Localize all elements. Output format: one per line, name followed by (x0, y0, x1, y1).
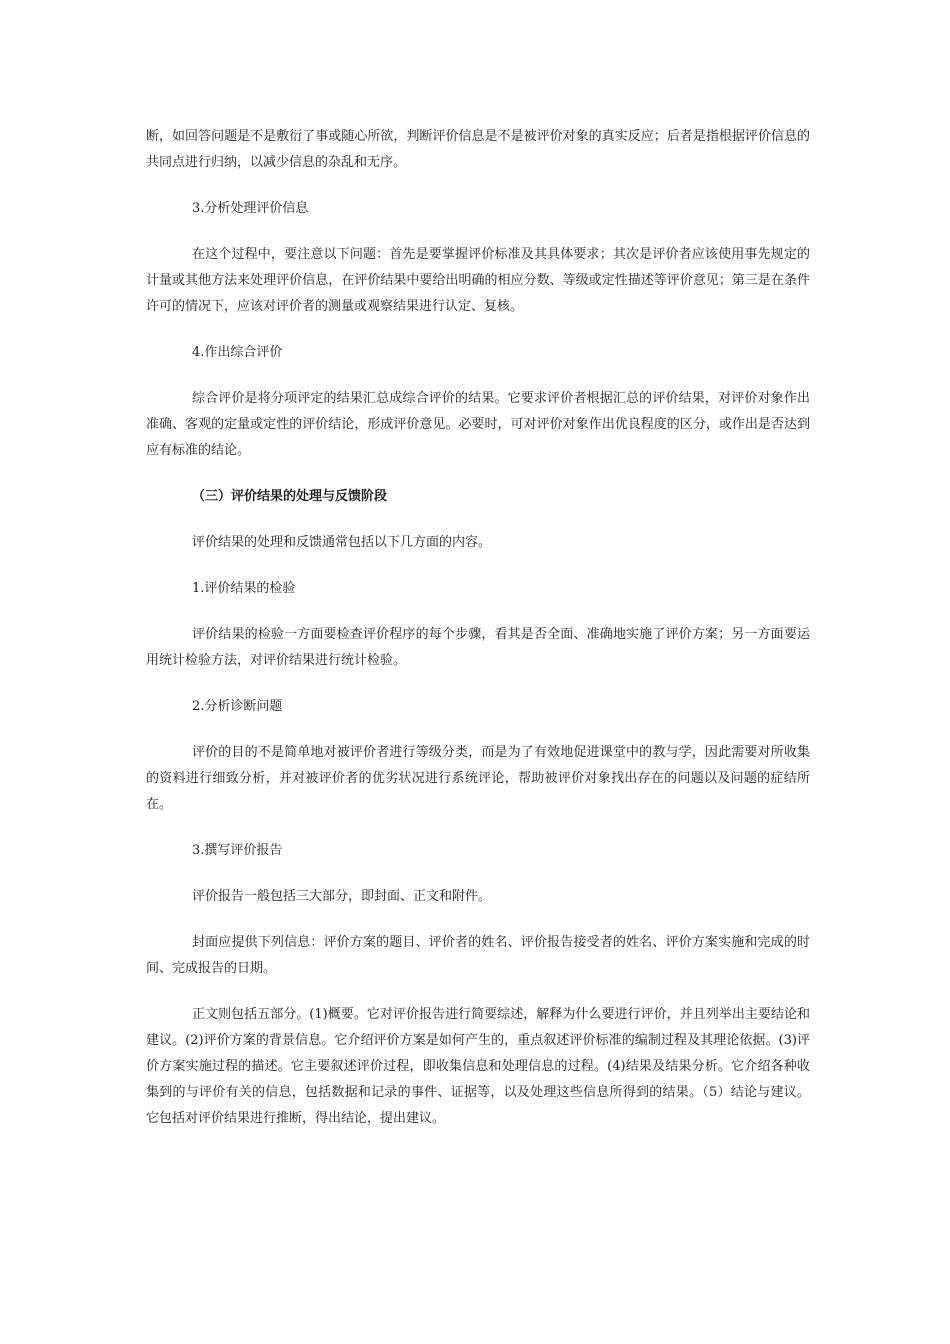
paragraph-report-body: 正文则包括五部分。(1)概要。它对评价报告进行简要综述，解释为什么要进行评价，并且列举出主要结论和建议。(2)评价方案的背景信息。它介绍评价方案是如何产生的，重点叙述评价标准的编制过程及其理论依据。(3)评价方案实施过程的描述。它主要叙述评价过程，即收集信息和处理信息的过程。(4)结果及结果分析。它介绍各种收集到的与评价有关的信息，包括数据和记录的事件、证据等，以及处理这些信息所得到的结果。（5）结论与建议。它包括对评价结果进行推断，得出结论，提出建议。 (146, 1007, 810, 1126)
paragraph-result-check: 评价结果的检验一方面要检查评价程序的每个步骤，看其是否全面、准确地实施了评价方案；另一方面要运用统计检验方法，对评价结果进行统计检验。 (146, 627, 810, 668)
paragraph-report-intro: 评价报告一般包括三大部分，即封面、正文和附件。 (192, 889, 492, 904)
paragraph-comprehensive-evaluation: 综合评价是将分项评定的结果汇总成综合评价的结果。它要求评价者根据汇总的评价结果，对评价对象作出准确、客观的定量或定性的评价结论，形成评价意见。必要时，可对评价对象作出优良程度的区分，或作出是否达到应有标准的结论。 (146, 391, 810, 458)
paragraph-report-cover: 封面应提供下列信息：评价方案的题目、评价者的姓名、评价报告接受者的姓名、评价方案实施和完成的时间、完成报告的日期。 (146, 935, 810, 976)
paragraph-continued: 断，如回答问题是不是敷衍了事或随心所欲，判断评价信息是不是被评价对象的真实反应；后者是指根据评价信息的共同点进行归纳，以减少信息的杂乱和无序。 (146, 129, 810, 170)
document-page (146, 124, 810, 1152)
section-heading-result-feedback: （三）评价结果的处理与反馈阶段 (192, 489, 388, 504)
paragraph-analyze-info: 在这个过程中，要注意以下问题：首先是要掌握评价标准及其具体要求；其次是评价者应该使用事先规定的计量或其他方法来处理评价信息，在评价结果中要给出明确的相应分数、等级或定性描述等评价意见；第三是在条件许可的情况下，应该对评价者的测量或观察结果进行认定、复核。 (146, 247, 810, 314)
subheading-analyze-info: 3.分析处理评价信息 (192, 201, 309, 216)
subheading-result-check: 1.评价结果的检验 (192, 581, 296, 596)
subheading-diagnose-problems: 2.分析诊断问题 (192, 699, 283, 714)
paragraph-section-intro: 评价结果的处理和反馈通常包括以下几方面的内容。 (192, 535, 492, 550)
subheading-write-report: 3.撰写评价报告 (192, 843, 283, 858)
paragraph-diagnose-problems: 评价的目的不是简单地对被评价者进行等级分类，而是为了有效地促进课堂中的教与学，因此需要对所收集的资料进行细致分析，并对被评价者的优劣状况进行系统评论，帮助被评价对象找出存在的问题以及问题的症结所在。 (146, 745, 810, 812)
subheading-comprehensive-evaluation: 4.作出综合评价 (192, 345, 283, 360)
